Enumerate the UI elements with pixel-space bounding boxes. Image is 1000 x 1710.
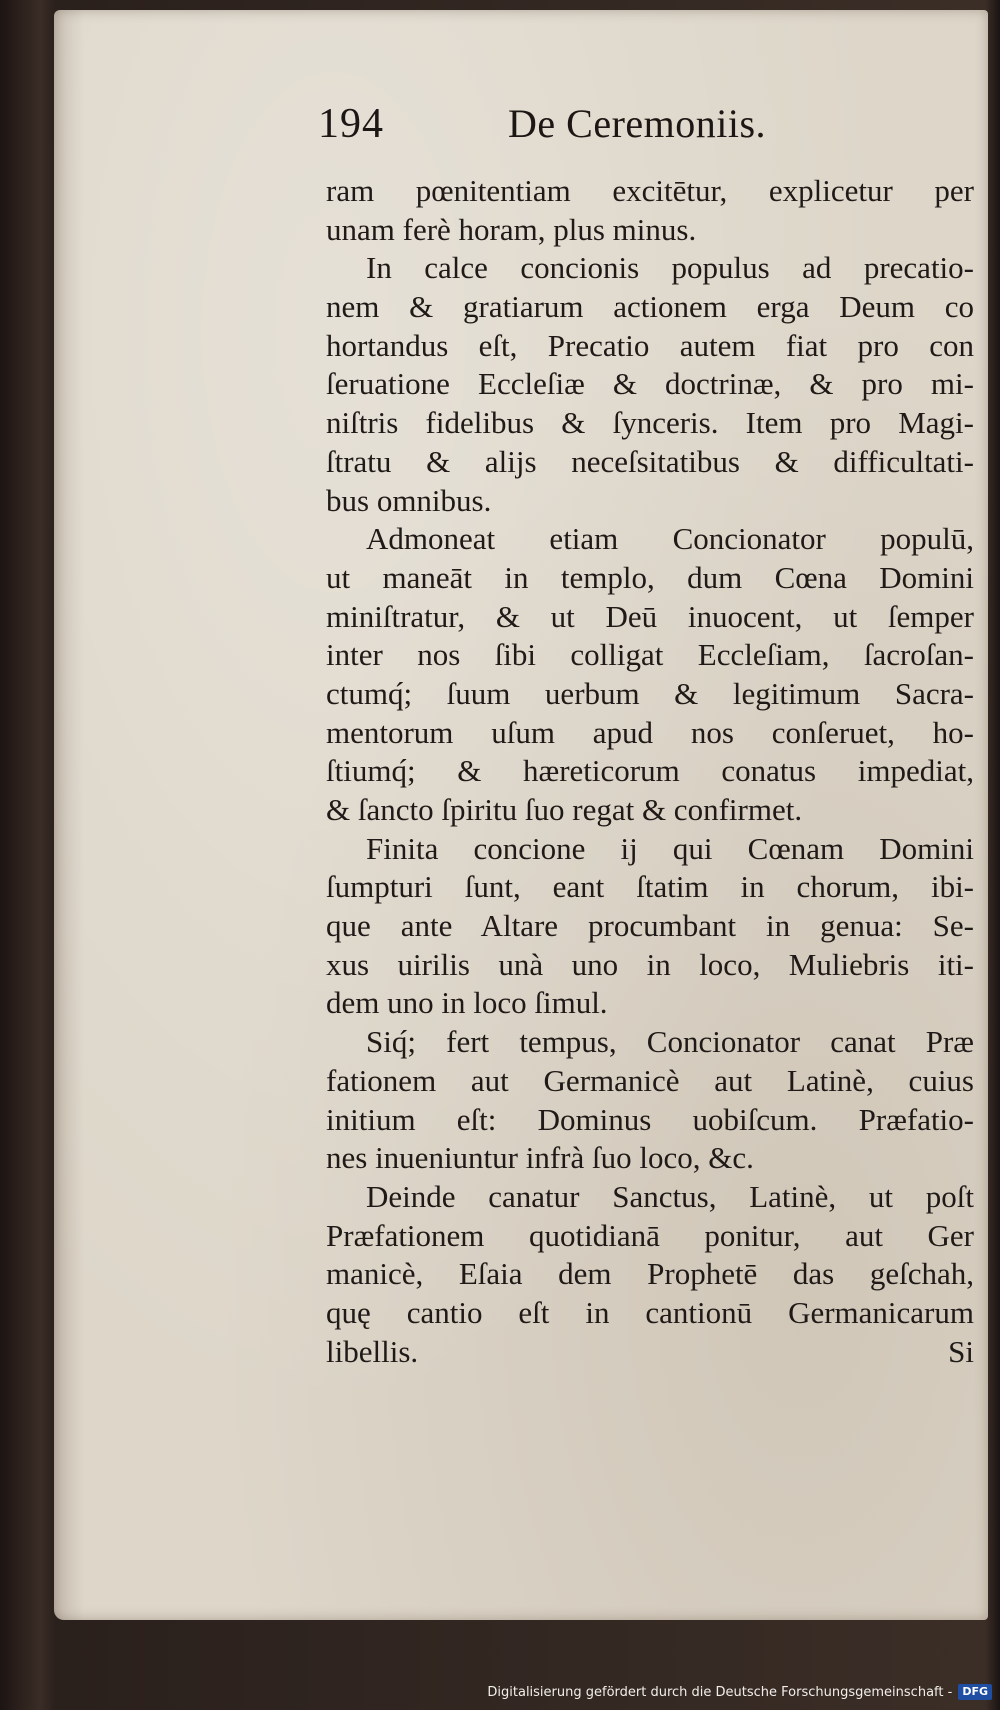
text-line: ſtiumq́; & hæreticorum conatus impediat, <box>326 753 974 789</box>
text-line: bus omnibus. <box>326 482 492 518</box>
text-line: ctumq́; ſuum uerbum & legitimum Sacra- <box>326 675 974 711</box>
text-block <box>326 172 974 1371</box>
text-line: ſumpturi ſunt, eant ſtatim in chorum, ibi- <box>326 869 974 905</box>
text-line: dem uno in loco ſimul. <box>326 985 608 1021</box>
page-header <box>318 100 958 158</box>
footer-credit: Digitalisierung gefördert durch die Deutsche Forschungsgemeinschaft - <box>487 1684 953 1700</box>
text-line: mentorum uſum apud nos conſeruet, ho- <box>326 714 974 750</box>
dfg-logo: DFG <box>958 1684 992 1700</box>
text-line: initium eſt: Dominus uobiſcum. Præfatio- <box>326 1101 974 1137</box>
text-line: hortandus eſt, Precatio autem fiat pro con <box>326 327 974 363</box>
text-line: xus uirilis unà uno in loco, Muliebris iti- <box>326 946 974 982</box>
text-line: nem & gratiarum actionem erga Deum co <box>326 289 974 325</box>
text-line: Deinde canatur Sanctus, Latinè, ut poſt <box>366 1178 974 1214</box>
digitization-footer <box>487 1680 992 1704</box>
text-line: miniſtratur, & ut Deū inuocent, ut ſemper <box>326 598 974 634</box>
text-line: quę cantio eſt in cantionū Germanicarum <box>326 1294 974 1330</box>
text-line: Siq́; fert tempus, Concionator canat Præ <box>366 1024 974 1060</box>
text-line: que ante Altare procumbant in genua: Se- <box>326 908 974 944</box>
final-line <box>326 1333 974 1372</box>
text-line: ram pœnitentiam excitētur, explicetur per <box>326 173 974 208</box>
text-line: fationem aut Germanicè aut Latinè, cuius <box>326 1062 974 1098</box>
text-line: unam ferè horam, plus minus. <box>326 211 697 247</box>
catchword: Si <box>948 1333 974 1369</box>
text-line: niſtris fidelibus & ſynceris. Item pro Magi- <box>326 405 974 441</box>
text-line: Admoneat etiam Concionator populū, <box>366 521 974 557</box>
text-line: ſtratu & alijs neceſsitatibus & difficultati- <box>326 443 974 479</box>
text-line: nes inueniuntur infrà ſuo loco, &c. <box>326 1140 754 1176</box>
running-head: De Ceremoniis. <box>508 101 767 146</box>
text-line: ut maneāt in templo, dum Cœna Domini <box>326 559 974 595</box>
text-line: ſeruatione Eccleſiæ & doctrinæ, & pro mi- <box>326 366 974 402</box>
text-line: & ſancto ſpiritu ſuo regat & confirmet. <box>326 792 803 827</box>
text-line: Præfationem quotidianā ponitur, aut Ger <box>326 1217 974 1253</box>
text-line: inter nos ſibi colligat Eccleſiam, ſacroſan- <box>326 637 974 673</box>
text-line: In calce concionis populus ad precatio- <box>366 250 974 286</box>
text-line: manicè, Eſaia dem Prophetē das geſchah, <box>326 1256 974 1292</box>
final-line-text: libellis. <box>326 1333 419 1369</box>
page-number: 194 <box>318 101 384 147</box>
text-line: Finita concione ij qui Cœnam Domini <box>366 830 974 866</box>
